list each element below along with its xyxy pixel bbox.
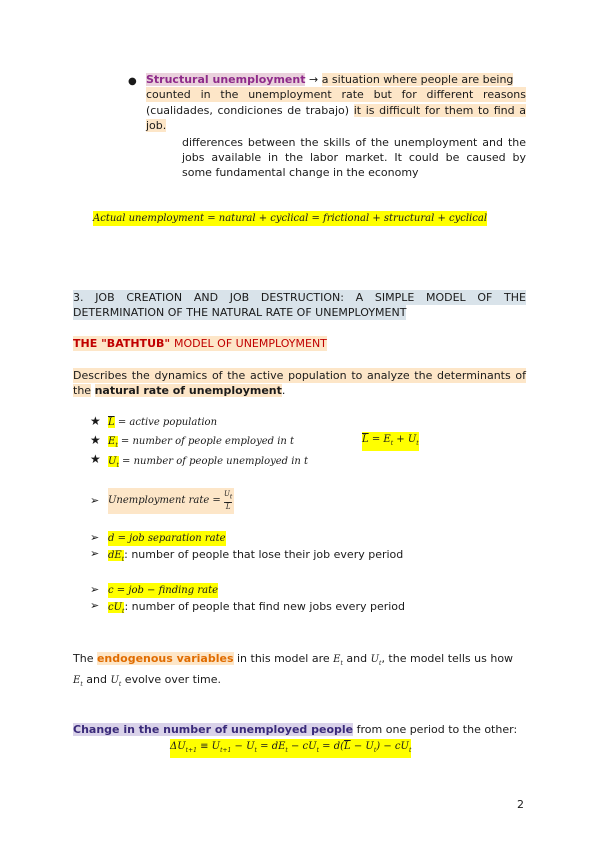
structural-line2: counted in the unemployment rate but for different reasons <box>146 88 526 101</box>
structural-text1: a situation where people are being <box>321 73 514 86</box>
structural-text3a: (cualidades, condiciones de trabajo) <box>146 104 350 117</box>
c-equation: c = job − finding rate <box>108 585 219 596</box>
def-U-text: = number of people unemployed in t <box>122 456 309 467</box>
structural-line4 <box>146 118 166 133</box>
bathtub-rest: MODEL OF UNEMPLOYMENT <box>173 337 327 350</box>
endogenous-term: endogenous variables <box>96 652 234 665</box>
arrow-bullet-icon: ➢ <box>90 583 100 596</box>
describes-the: the <box>73 384 92 397</box>
structural-sub3: some fundamental change in the economy <box>182 166 419 179</box>
def-U: $U_t$ = number of people unemployed in t <box>108 456 309 469</box>
endogenous-line1: The endogenous variables in this model are $E_t$ and $U_t$, the model tells us how <box>73 652 514 667</box>
arrow-bullet-icon: ➢ <box>90 494 100 507</box>
actual-unemployment-equation: Actual unemployment = natural + cyclical = frictional + structural + cyclical <box>93 213 488 224</box>
star-icon: ★ <box>90 433 101 447</box>
structural-text4: job. <box>146 119 167 132</box>
bathtub-heading <box>73 336 327 351</box>
change-rest: from one period to the other: <box>356 723 518 736</box>
describes-period: . <box>281 384 286 397</box>
structural-line1 <box>146 72 526 87</box>
unemployment-rate-formula: Unemployment rate = $\frac{U_t}{L}$ <box>108 488 234 514</box>
arrow-bullet-icon: ➢ <box>90 547 100 560</box>
change-term: Change in the number of unemployed people <box>73 723 354 736</box>
star-icon: ★ <box>90 452 101 466</box>
structural-term: Structural unemployment <box>146 73 306 86</box>
def-E-text: = number of people employed in t <box>120 436 295 447</box>
bathtub-quoted: "BATHTUB" <box>101 337 171 350</box>
dE-desc: : number of people that lose their job every period <box>124 548 404 561</box>
natural-rate-term: natural rate of unemployment <box>94 384 282 397</box>
unemployment-rate-label: Unemployment rate = <box>108 495 221 506</box>
arrow-bullet-icon: ➢ <box>90 599 100 612</box>
structural-line3 <box>146 103 526 118</box>
structural-sub2: jobs available in the labor market. It could be caused by <box>182 151 526 164</box>
def-L: $\overline{L}$ = active population <box>108 417 218 428</box>
d-equation: d = job separation rate <box>108 533 226 544</box>
star-icon: ★ <box>90 414 101 428</box>
identity-equation: $\overline{L} = E_t + U_t$ <box>362 432 419 451</box>
section-heading-line2: DETERMINATION OF THE NATURAL RATE OF UNEMPLOYMENT <box>73 306 407 319</box>
dE-line: $dE_t$: number of people that lose their job every period <box>108 548 404 563</box>
change-line <box>73 722 517 737</box>
change-equation: $\Delta U_{t+1} \equiv U_{t+1} - U_t = dE_t - cU_t = d(\overline{L} - U_t) - cU_t$ <box>170 739 411 758</box>
section-heading-line1: 3. JOB CREATION AND JOB DESTRUCTION: A SIMPLE MODEL OF THE <box>73 291 526 304</box>
bathtub-the: THE <box>73 337 98 350</box>
structural-text3b: it is difficult for them to find a <box>353 104 526 117</box>
describes-line2 <box>73 383 285 398</box>
describes-line1: Describes the dynamics of the active population to analyze the determinants of <box>73 369 526 382</box>
structural-sub1: differences between the skills of the unemployment and the <box>182 136 526 149</box>
cU-line: $cU_t$: number of people that find new jobs every period <box>108 600 406 615</box>
structural-arrow: → <box>308 73 319 86</box>
def-E: $E_t$ = number of people employed in t <box>108 436 295 449</box>
page-number: 2 <box>517 798 524 811</box>
cU-desc: : number of people that find new jobs every period <box>124 600 406 613</box>
bullet-dot: ● <box>128 76 137 87</box>
endogenous-line2: $E_t$ and $U_t$ evolve over time. <box>73 673 222 688</box>
arrow-bullet-icon: ➢ <box>90 531 100 544</box>
